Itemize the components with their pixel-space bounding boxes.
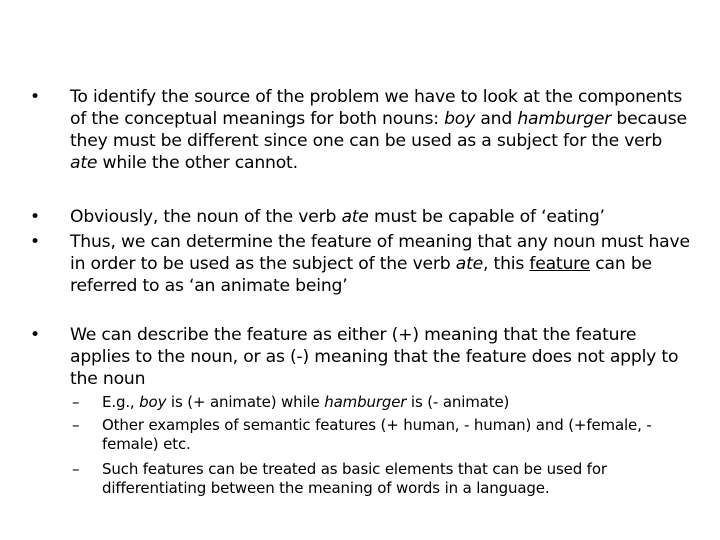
dash-marker: –	[72, 416, 80, 434]
text-run: , this	[483, 254, 530, 274]
text-run: can be referred to as ‘an animate being’	[70, 254, 652, 296]
italic-word-boy: boy	[444, 109, 476, 129]
text-run: must be capable of ‘eating’	[368, 207, 605, 227]
text-run: Obviously, the noun of the verb	[70, 207, 342, 227]
bullet-item-source-of-problem	[30, 86, 690, 174]
italic-word-ate: ate	[455, 254, 484, 274]
bullet-marker: •	[30, 207, 40, 227]
text-run: is (- animate)	[406, 393, 510, 411]
bullet-item-obviously	[30, 206, 690, 228]
sub-text	[102, 393, 672, 412]
italic-word-hamburger: hamburger	[324, 393, 407, 411]
underlined-word-feature: feature	[529, 254, 591, 274]
text-run: and	[475, 109, 518, 129]
bullet-item-thus	[30, 231, 690, 297]
sub-text: Other examples of semantic features (+ human, - human) and (+female, -female) etc.	[102, 416, 652, 453]
bullet-marker: •	[30, 232, 40, 252]
text-run: is (+ animate) while	[166, 393, 325, 411]
text-run: while the other cannot.	[97, 153, 298, 173]
sub-item-other-examples	[72, 416, 672, 454]
bullet-text	[70, 86, 690, 174]
sub-text: Such features can be treated as basic elements that can be used for differentiating between the meaning of words in a language.	[102, 460, 607, 497]
italic-word-boy: boy	[139, 393, 167, 411]
italic-word-ate: ate	[341, 207, 369, 227]
text-run: because they must be different since one can be used as a subject for the verb	[70, 109, 687, 151]
italic-word-hamburger: hamburger	[517, 109, 612, 129]
text-run: Thus, we can determine the feature of meaning that any noun must have in order to be used as the subject of the verb	[70, 232, 690, 274]
bullet-item-describe-feature	[30, 324, 690, 390]
bullet-marker: •	[30, 87, 40, 107]
text-run: To identify the source of the problem we have to look at the components of the conceptual meanings for both nouns:	[70, 87, 683, 129]
italic-word-ate: ate	[70, 153, 98, 173]
bullet-marker: •	[30, 325, 40, 345]
bullet-text: We can describe the feature as either (+) meaning that the feature applies to the noun, or as (-) meaning that the feature does not apply to the noun	[70, 325, 679, 389]
sub-item-basic-elements	[72, 460, 672, 498]
text-run: E.g.,	[102, 393, 140, 411]
dash-marker: –	[72, 393, 80, 411]
sub-item-example	[72, 393, 672, 412]
dash-marker: –	[72, 460, 80, 478]
bullet-text	[70, 231, 690, 297]
bullet-text	[70, 206, 690, 228]
